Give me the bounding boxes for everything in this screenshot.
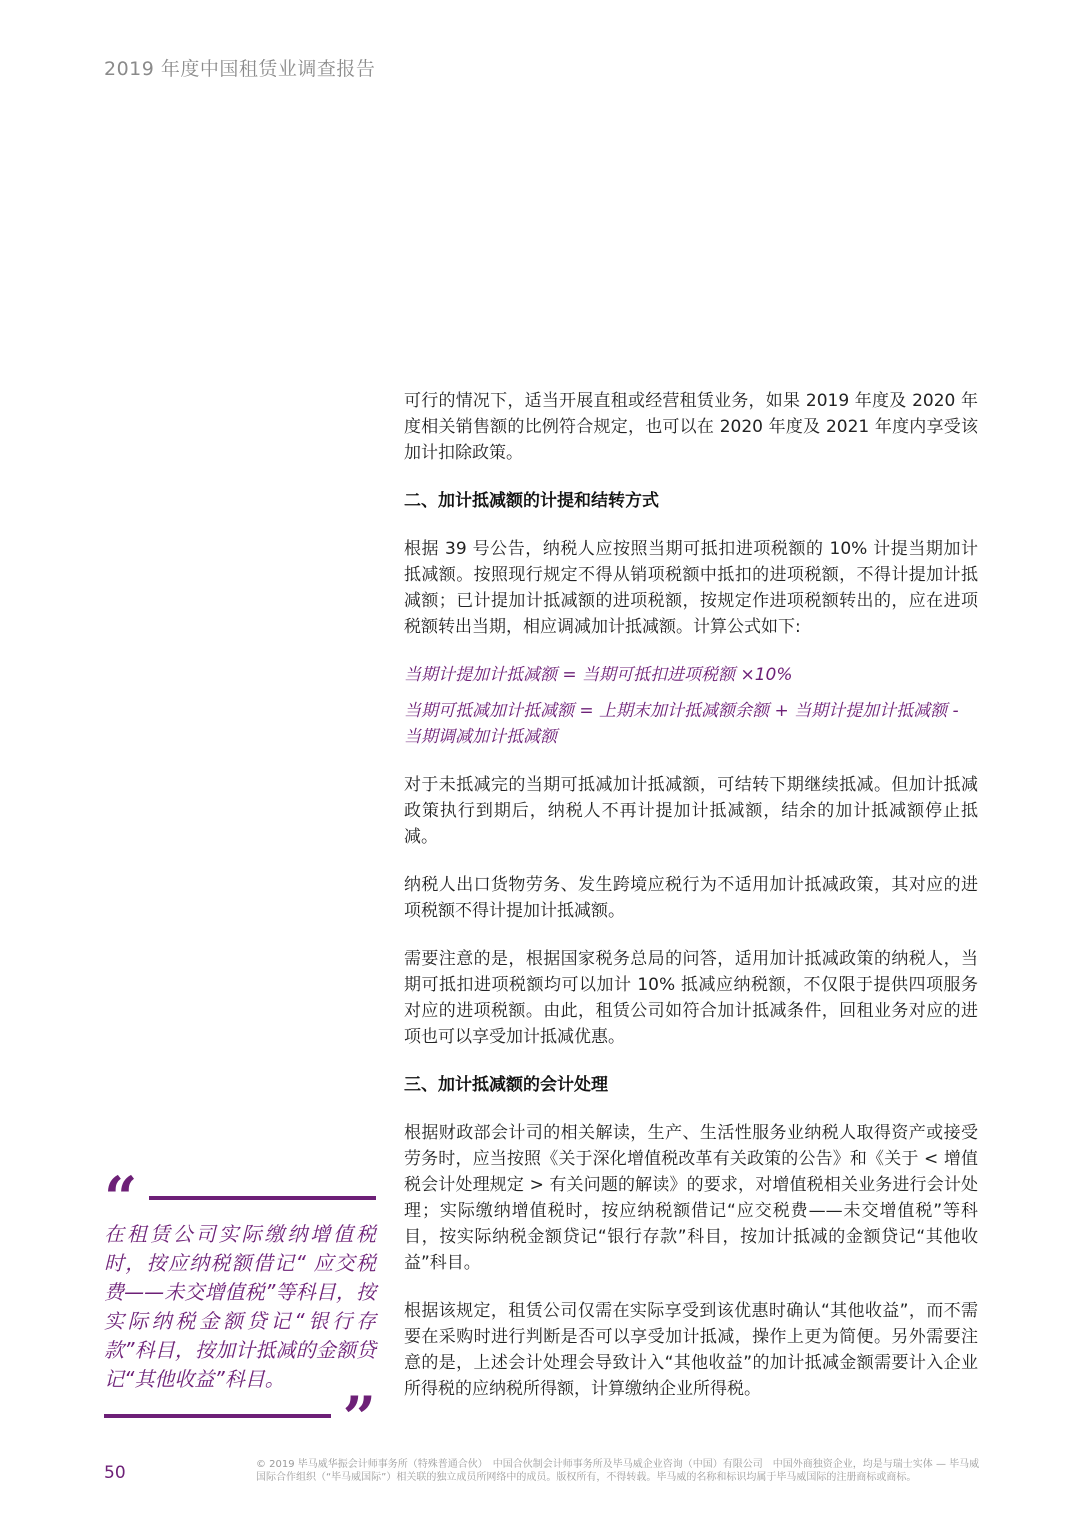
quote-text: 在租赁公司实际缴纳增值税时，按应纳税额借记“ 应交税费——未交增值税”等科目，按实际纳税金额贷记“银行存款”科目，按加计抵减的金额贷记“其他收益”科目。 bbox=[104, 1222, 376, 1391]
footer-legal-note: © 2019 毕马威华振会计师事务所（特殊普通合伙） 中国合伙制会计师事务所及毕马威企业咨询（中国）有限公司 中国外商独资企业，均是与瑞士实体 — 毕马威国际合作组织（“毕马威国际”）相关联的独立成员所网络中的成员。版权所有，不得转载。毕马威的名称和标识均属于毕马威国际的注册商标或商标。 bbox=[256, 1459, 980, 1483]
section-2-paragraph-3: 纳税人出口货物劳务、发生跨境应税行为不适用加计抵减政策，其对应的进项税额不得计提加计抵减额。 bbox=[404, 875, 978, 921]
page-number: 50 bbox=[104, 1463, 126, 1483]
open-quote-icon: “ bbox=[104, 1164, 138, 1232]
section-2-paragraph-1: 根据 39 号公告，纳税人应按照当期可抵扣进项税额的 10% 计提当期加计抵减额。按照现行规定不得从销项税额中抵扣的进项税额，不得计提加计抵减额；已计提加计抵减额的进项税额，按规定作进项税额转出的，应在进项税额转出当期，相应调减加计抵减额。计算公式如下: bbox=[404, 539, 978, 637]
section-3-paragraph-1: 根据财政部会计司的相关解读，生产、生活性服务业纳税人取得资产或接受劳务时，应当按照《关于深化增值税改革有关政策的公告》和《关于 < 增值税会计处理规定 > 有关问题的解读》的要求，对增值税相关业务进行会计处理；实际缴纳增值税时，按应纳税额借记“应交税费——未交增值税”等科目，按实际纳税金额贷记“银行存款”科目，按加计抵减的金额贷记“其他收益”科目。 bbox=[404, 1123, 978, 1273]
intro-paragraph: 可行的情况下，适当开展直租或经营租赁业务，如果 2019 年度及 2020 年度相关销售额的比例符合规定，也可以在 2020 年度及 2021 年度内享受该加计扣除政策。 bbox=[404, 391, 978, 463]
quote-bottom-row bbox=[104, 1384, 376, 1452]
section-3-paragraph-2: 根据该规定，租赁公司仅需在实际享受到该优惠时确认“其他收益”，而不需要在采购时进行判断是否可以享受加计抵减，操作上更为简便。另外需要注意的是，上述会计处理会导致计入“其他收益”的加计抵减金额需要计入企业所得税的应纳税所得额，计算缴纳企业所得税。 bbox=[404, 1301, 978, 1399]
section-3-heading: 三、加计抵减额的会计处理 bbox=[404, 1075, 608, 1095]
formula-2: 当期可抵减加计抵减额 = 上期末加计抵减额余额 + 当期计提加计抵减额 - 当期调减加计抵减额 bbox=[404, 701, 959, 747]
main-content bbox=[404, 388, 978, 1424]
header-title: 2019 年度中国租赁业调查报告 bbox=[104, 58, 376, 80]
section-2-paragraph-2: 对于未抵减完的当期可抵减加计抵减额，可结转下期继续抵减。但加计抵减政策执行到期后，纳税人不再计提加计抵减额，结余的加计抵减额停止抵减。 bbox=[404, 775, 978, 847]
quote-bottom-rule bbox=[104, 1414, 331, 1418]
quote-top-row bbox=[104, 1164, 376, 1232]
section-2-paragraph-4: 需要注意的是，根据国家税务总局的问答，适用加计抵减政策的纳税人，当期可抵扣进项税额均可以加计 10% 抵减应纳税额，不仅限于提供四项服务对应的进项税额。由此，租赁公司如符合加计抵减条件，回租业务对应的进项也可以享受加计抵减优惠。 bbox=[404, 949, 978, 1047]
pull-quote bbox=[104, 1164, 376, 1452]
close-quote-icon: ” bbox=[342, 1384, 376, 1452]
quote-top-rule bbox=[149, 1196, 376, 1200]
section-2-heading: 二、加计抵减额的计提和结转方式 bbox=[404, 491, 659, 511]
formula-1: 当期计提加计抵减额 = 当期可抵扣进项税额 ×10% bbox=[404, 665, 793, 685]
